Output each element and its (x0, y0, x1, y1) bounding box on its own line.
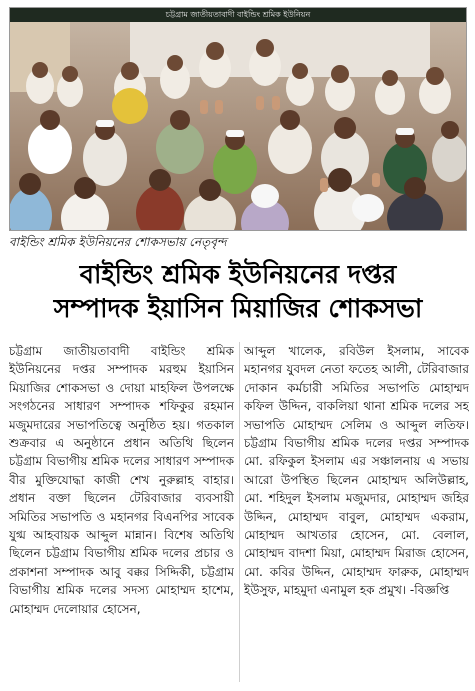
photo-banner-text: চট্টগ্রাম জাতীয়তাবাদী বাইন্ডিং শ্রমিক ইউনিয়ন (10, 8, 466, 22)
group-prayer-photo-icon (10, 8, 467, 231)
photo-caption: বাইন্ডিং শ্রমিক ইউনিয়নের শোকসভায় নেতৃবৃন্দ (9, 235, 227, 249)
article-column-1: চট্টগ্রাম জাতীয়তাবাদী বাইন্ডিং শ্রমিক ইউনিয়নের দপ্তর সম্পাদক মরহুম ইয়াসিন মিয়াজির শোকসভা ও দোয়া মাহফিল উপলক্ষে সংগঠনের সাধারণ সম্পাদক শফিকুর রহমান মজুমদারের সভাপতিত্বে অনুষ্ঠিত হয়। গতকাল শুক্রবার এ অনুষ্ঠানে প্রধান অতিথি ছিলেন চট্টগ্রাম বিভাগীয় শ্রমিক দলের সাধারণ সম্পাদক বীর মুক্তিযোদ্ধা কাজী শেখ নুরুল্লাহ বাহার। প্রধান বক্তা ছিলেন টেরিবাজার ব্যবসায়ী সমিতির সভাপতি ও মহানগর বিএনপির সাবেক যুগ্ম আহবায়ক আব্দুল মান্নান। বিশেষ অতিথি ছিলেন চট্টগ্রাম বিভাগীয় শ্রমিক দলের প্রচার ও প্রকাশনা সম্পাদক আবু বক্কর সিদ্দিকী, চট্টগ্রাম বিভাগীয় শ্রমিক দলের সদস্য মোহাম্মদ হাশেম, মোহাম্মদ দেলোয়ার হোসেন, (9, 344, 234, 616)
headline-line-1: বাইন্ডিং শ্রমিক ইউনিয়নের দপ্তর (79, 260, 397, 290)
article-column-2: আব্দুল খালেক, রবিউল ইসলাম, সাবেক মহানগর যুবদল নেতা ফতেহ আলী, টেরিবাজার দোকান কর্মচারী সমিতির সভাপতি মোহাম্মদ কফিল উদ্দিন, বাকলিয়া থানা শ্রমিক দলের সহ সভাপতি মোহাম্মদ সেলিম ও আব্দুল লতিফ। চট্টগ্রাম বিভাগীয় শ্রমিক দলের দপ্তর সম্পাদক মো. রফিকুল ইসলাম এর সঞ্চালনায় এ সভায় আরো উপস্থিত ছিলেন মোহাম্মদ অলিউল্লাহ, মো. শহিদুল ইসলাম মজুমদার, মোহাম্মদ জহির উদ্দিন, মোহাম্মদ বাবুল, মোহাম্মদ একরাম, মোহাম্মদ আখতার হোসেন, মো. বেলাল, মোহাম্মদ বাদশা মিয়া, মোহাম্মদ মিরাজ হোসেন, মো. কবির উদ্দিন, মোহাম্মদ ফারুক, মোহাম্মদ ইউসুফ, মাহমুদা এনামুল হক প্রমুখ। -বিজ্ঞপ্তি (244, 344, 469, 598)
news-photo (9, 7, 467, 231)
article-headline (9, 258, 467, 326)
column-divider (239, 342, 240, 682)
headline-line-2: সম্পাদক ইয়াসিন মিয়াজির শোকসভা (53, 294, 423, 324)
